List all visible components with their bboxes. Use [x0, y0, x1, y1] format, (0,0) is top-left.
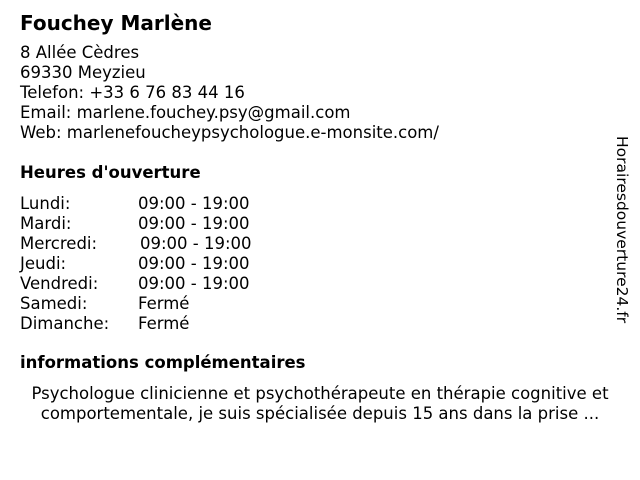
time-value: 09:00 - 19:00	[138, 254, 250, 273]
day-label: Mardi:	[20, 214, 72, 233]
time-value: Fermé	[138, 294, 190, 313]
description-text	[20, 384, 620, 424]
time-value: 09:00 - 19:00	[138, 214, 250, 233]
time-value: Fermé	[138, 314, 190, 333]
day-label: Jeudi:	[20, 254, 67, 273]
phone-number: Telefon: +33 6 76 83 44 16	[20, 83, 245, 102]
day-label: Samedi:	[20, 294, 88, 313]
day-label: Lundi:	[20, 194, 71, 213]
description-line: Psychologue clinicienne et psychothérapeute en thérapie cognitive et	[31, 384, 609, 403]
day-label: Dimanche:	[20, 314, 110, 333]
hours-heading: Heures d'ouverture	[20, 163, 201, 182]
description-line: comportementale, je suis spécialisée depuis 15 ans dans la prise ...	[40, 404, 600, 423]
website: Web: marlenefoucheypsychologue.e-monsite.com/	[20, 123, 439, 142]
email-address: Email: marlene.fouchey.psy@gmail.com	[20, 103, 351, 122]
info-heading: informations complémentaires	[20, 353, 306, 372]
time-value: 09:00 - 19:00	[140, 234, 252, 253]
time-value: 09:00 - 19:00	[138, 194, 250, 213]
site-watermark-text: Horairesdouverture24.fr	[613, 136, 631, 324]
day-label: Mercredi:	[20, 234, 98, 253]
city-address: 69330 Meyzieu	[20, 63, 146, 82]
business-name: Fouchey Marlène	[20, 11, 212, 35]
day-label: Vendredi:	[20, 274, 99, 293]
street-address: 8 Allée Cèdres	[20, 43, 140, 62]
site-watermark	[613, 136, 633, 346]
time-value: 09:00 - 19:00	[138, 274, 250, 293]
contact-details	[20, 43, 439, 143]
